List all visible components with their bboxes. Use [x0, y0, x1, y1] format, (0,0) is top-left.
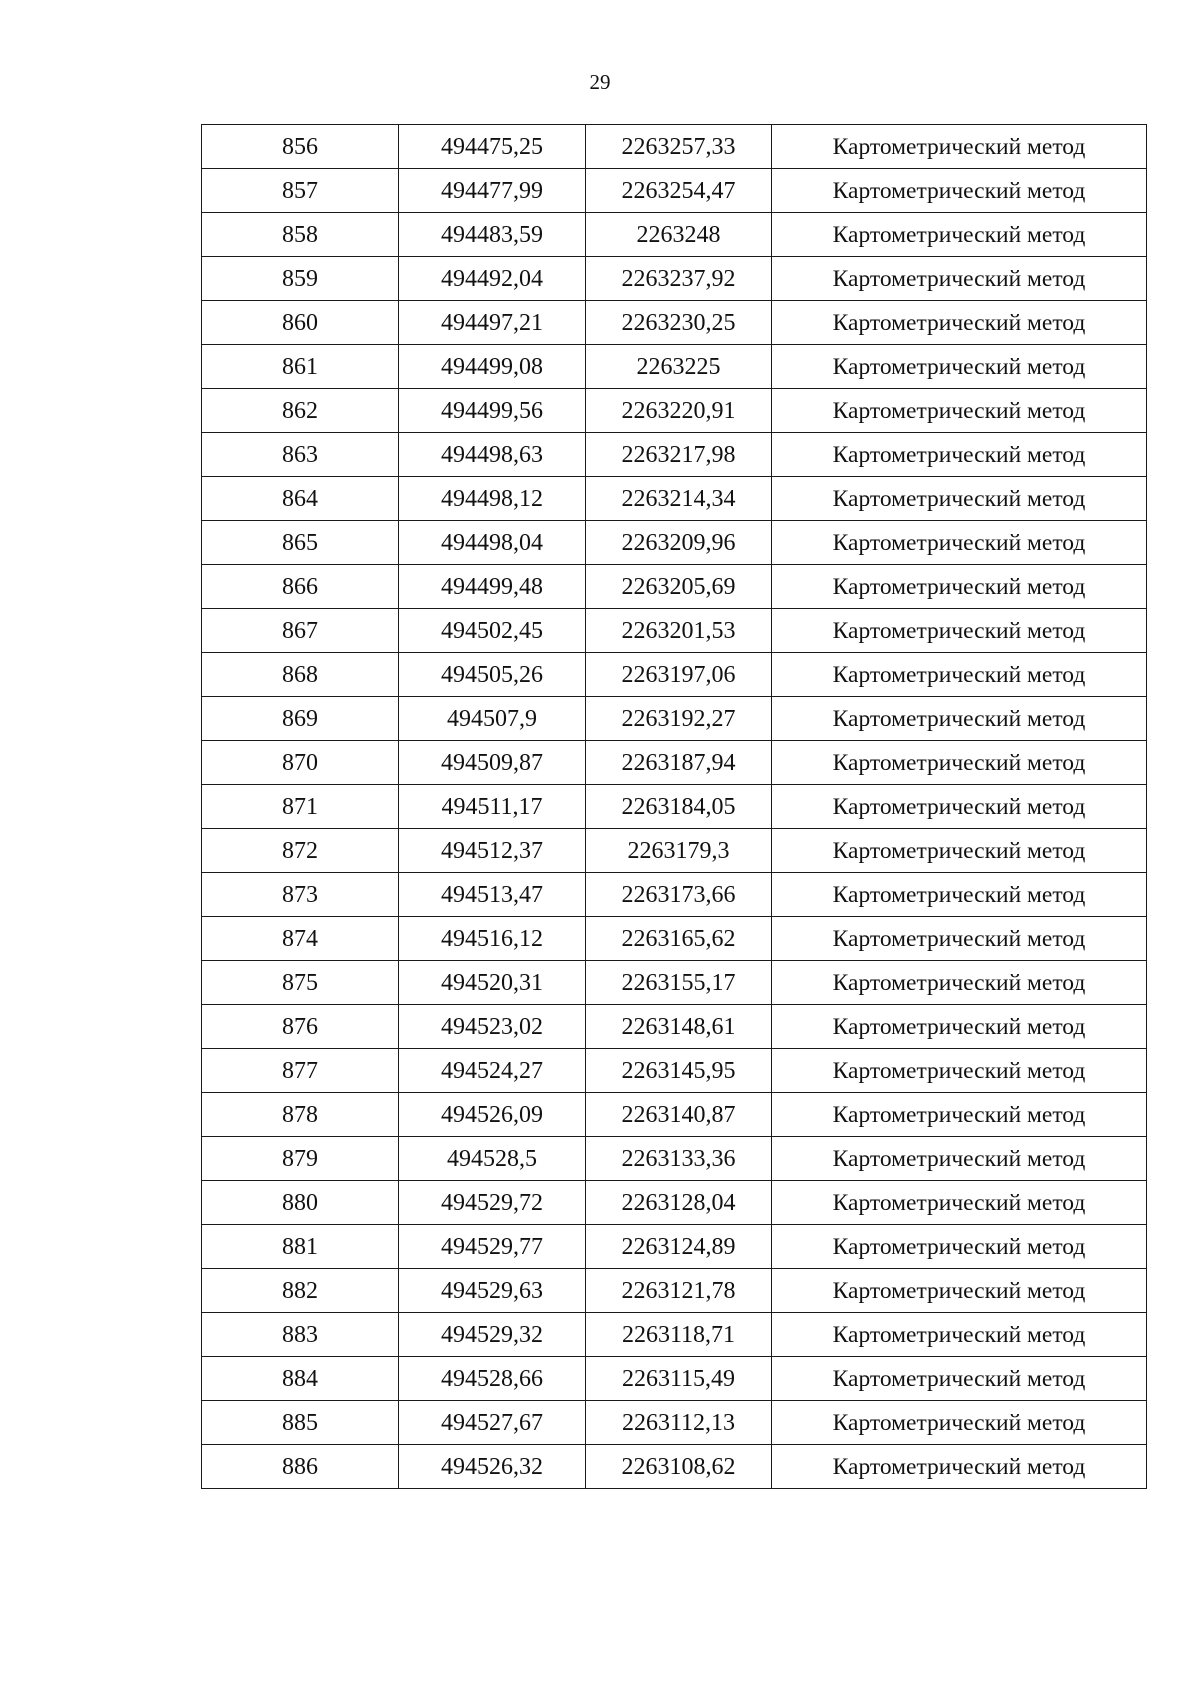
- x-coordinate-cell: 494513,47: [399, 873, 586, 917]
- x-coordinate-cell: 494502,45: [399, 609, 586, 653]
- x-coordinate-cell: 494509,87: [399, 741, 586, 785]
- y-coordinate-cell: 2263133,36: [586, 1137, 772, 1181]
- x-coordinate-cell: 494499,48: [399, 565, 586, 609]
- table-row: [202, 1005, 1147, 1049]
- x-coordinate-cell: 494498,04: [399, 521, 586, 565]
- x-coordinate-cell: 494523,02: [399, 1005, 586, 1049]
- method-cell: Картометрический метод: [772, 1225, 1147, 1269]
- point-number-cell: 883: [202, 1313, 399, 1357]
- table-row: [202, 741, 1147, 785]
- y-coordinate-cell: 2263145,95: [586, 1049, 772, 1093]
- method-cell: Картометрический метод: [772, 697, 1147, 741]
- x-coordinate-cell: 494516,12: [399, 917, 586, 961]
- method-cell: Картометрический метод: [772, 389, 1147, 433]
- table-row: [202, 1093, 1147, 1137]
- x-coordinate-cell: 494499,08: [399, 345, 586, 389]
- table-row: [202, 477, 1147, 521]
- point-number-cell: 886: [202, 1445, 399, 1489]
- table-row: [202, 1445, 1147, 1489]
- x-coordinate-cell: 494505,26: [399, 653, 586, 697]
- y-coordinate-cell: 2263217,98: [586, 433, 772, 477]
- point-number-cell: 862: [202, 389, 399, 433]
- table-row: [202, 1269, 1147, 1313]
- y-coordinate-cell: 2263108,62: [586, 1445, 772, 1489]
- point-number-cell: 871: [202, 785, 399, 829]
- table-row: [202, 609, 1147, 653]
- x-coordinate-cell: 494529,32: [399, 1313, 586, 1357]
- method-cell: Картометрический метод: [772, 1401, 1147, 1445]
- table-row: [202, 697, 1147, 741]
- x-coordinate-cell: 494507,9: [399, 697, 586, 741]
- y-coordinate-cell: 2263128,04: [586, 1181, 772, 1225]
- method-cell: Картометрический метод: [772, 345, 1147, 389]
- point-number-cell: 872: [202, 829, 399, 873]
- point-number-cell: 865: [202, 521, 399, 565]
- x-coordinate-cell: 494512,37: [399, 829, 586, 873]
- point-number-cell: 878: [202, 1093, 399, 1137]
- point-number-cell: 866: [202, 565, 399, 609]
- method-cell: Картометрический метод: [772, 829, 1147, 873]
- point-number-cell: 860: [202, 301, 399, 345]
- x-coordinate-cell: 494527,67: [399, 1401, 586, 1445]
- point-number-cell: 885: [202, 1401, 399, 1445]
- x-coordinate-cell: 494483,59: [399, 213, 586, 257]
- y-coordinate-cell: 2263187,94: [586, 741, 772, 785]
- table-row: [202, 169, 1147, 213]
- y-coordinate-cell: 2263192,27: [586, 697, 772, 741]
- y-coordinate-cell: 2263118,71: [586, 1313, 772, 1357]
- y-coordinate-cell: 2263121,78: [586, 1269, 772, 1313]
- y-coordinate-cell: 2263179,3: [586, 829, 772, 873]
- x-coordinate-cell: 494520,31: [399, 961, 586, 1005]
- table-row: [202, 345, 1147, 389]
- x-coordinate-cell: 494528,5: [399, 1137, 586, 1181]
- method-cell: Картометрический метод: [772, 1093, 1147, 1137]
- method-cell: Картометрический метод: [772, 1137, 1147, 1181]
- x-coordinate-cell: 494499,56: [399, 389, 586, 433]
- x-coordinate-cell: 494475,25: [399, 125, 586, 169]
- table-row: [202, 257, 1147, 301]
- table-row: [202, 653, 1147, 697]
- x-coordinate-cell: 494526,09: [399, 1093, 586, 1137]
- table-row: [202, 785, 1147, 829]
- x-coordinate-cell: 494529,77: [399, 1225, 586, 1269]
- point-number-cell: 881: [202, 1225, 399, 1269]
- method-cell: Картометрический метод: [772, 1357, 1147, 1401]
- method-cell: Картометрический метод: [772, 785, 1147, 829]
- point-number-cell: 876: [202, 1005, 399, 1049]
- x-coordinate-cell: 494492,04: [399, 257, 586, 301]
- method-cell: Картометрический метод: [772, 1269, 1147, 1313]
- method-cell: Картометрический метод: [772, 125, 1147, 169]
- method-cell: Картометрический метод: [772, 169, 1147, 213]
- method-cell: Картометрический метод: [772, 257, 1147, 301]
- table-row: [202, 1357, 1147, 1401]
- y-coordinate-cell: 2263201,53: [586, 609, 772, 653]
- x-coordinate-cell: 494498,63: [399, 433, 586, 477]
- method-cell: Картометрический метод: [772, 301, 1147, 345]
- method-cell: Картометрический метод: [772, 1049, 1147, 1093]
- table-row: [202, 1181, 1147, 1225]
- y-coordinate-cell: 2263254,47: [586, 169, 772, 213]
- table-row: [202, 125, 1147, 169]
- table-row: [202, 961, 1147, 1005]
- point-number-cell: 870: [202, 741, 399, 785]
- method-cell: Картометрический метод: [772, 1313, 1147, 1357]
- y-coordinate-cell: 2263209,96: [586, 521, 772, 565]
- x-coordinate-cell: 494529,63: [399, 1269, 586, 1313]
- method-cell: Картометрический метод: [772, 961, 1147, 1005]
- y-coordinate-cell: 2263112,13: [586, 1401, 772, 1445]
- y-coordinate-cell: 2263257,33: [586, 125, 772, 169]
- point-number-cell: 877: [202, 1049, 399, 1093]
- table-row: [202, 521, 1147, 565]
- y-coordinate-cell: 2263124,89: [586, 1225, 772, 1269]
- y-coordinate-cell: 2263248: [586, 213, 772, 257]
- y-coordinate-cell: 2263214,34: [586, 477, 772, 521]
- y-coordinate-cell: 2263225: [586, 345, 772, 389]
- table-row: [202, 1137, 1147, 1181]
- coordinates-table-body: [202, 125, 1147, 1489]
- table-row: [202, 1401, 1147, 1445]
- table-row: [202, 1313, 1147, 1357]
- coordinates-table: [201, 124, 1147, 1489]
- y-coordinate-cell: 2263184,05: [586, 785, 772, 829]
- y-coordinate-cell: 2263197,06: [586, 653, 772, 697]
- point-number-cell: 884: [202, 1357, 399, 1401]
- method-cell: Картометрический метод: [772, 653, 1147, 697]
- point-number-cell: 882: [202, 1269, 399, 1313]
- page-number: 29: [589, 70, 611, 94]
- point-number-cell: 859: [202, 257, 399, 301]
- y-coordinate-cell: 2263148,61: [586, 1005, 772, 1049]
- method-cell: Картометрический метод: [772, 609, 1147, 653]
- y-coordinate-cell: 2263237,92: [586, 257, 772, 301]
- point-number-cell: 880: [202, 1181, 399, 1225]
- method-cell: Картометрический метод: [772, 477, 1147, 521]
- y-coordinate-cell: 2263165,62: [586, 917, 772, 961]
- method-cell: Картометрический метод: [772, 1445, 1147, 1489]
- method-cell: Картометрический метод: [772, 917, 1147, 961]
- point-number-cell: 857: [202, 169, 399, 213]
- table-row: [202, 565, 1147, 609]
- method-cell: Картометрический метод: [772, 1181, 1147, 1225]
- method-cell: Картометрический метод: [772, 433, 1147, 477]
- table-row: [202, 301, 1147, 345]
- method-cell: Картометрический метод: [772, 213, 1147, 257]
- point-number-cell: 868: [202, 653, 399, 697]
- x-coordinate-cell: 494529,72: [399, 1181, 586, 1225]
- table-row: [202, 389, 1147, 433]
- x-coordinate-cell: 494497,21: [399, 301, 586, 345]
- x-coordinate-cell: 494526,32: [399, 1445, 586, 1489]
- table-row: [202, 1225, 1147, 1269]
- y-coordinate-cell: 2263220,91: [586, 389, 772, 433]
- x-coordinate-cell: 494528,66: [399, 1357, 586, 1401]
- point-number-cell: 875: [202, 961, 399, 1005]
- point-number-cell: 867: [202, 609, 399, 653]
- point-number-cell: 869: [202, 697, 399, 741]
- point-number-cell: 856: [202, 125, 399, 169]
- y-coordinate-cell: 2263155,17: [586, 961, 772, 1005]
- y-coordinate-cell: 2263140,87: [586, 1093, 772, 1137]
- point-number-cell: 873: [202, 873, 399, 917]
- method-cell: Картометрический метод: [772, 741, 1147, 785]
- point-number-cell: 874: [202, 917, 399, 961]
- table-row: [202, 1049, 1147, 1093]
- point-number-cell: 858: [202, 213, 399, 257]
- point-number-cell: 864: [202, 477, 399, 521]
- method-cell: Картометрический метод: [772, 565, 1147, 609]
- table-row: [202, 433, 1147, 477]
- x-coordinate-cell: 494511,17: [399, 785, 586, 829]
- x-coordinate-cell: 494477,99: [399, 169, 586, 213]
- point-number-cell: 863: [202, 433, 399, 477]
- y-coordinate-cell: 2263173,66: [586, 873, 772, 917]
- table-row: [202, 829, 1147, 873]
- x-coordinate-cell: 494498,12: [399, 477, 586, 521]
- method-cell: Картометрический метод: [772, 873, 1147, 917]
- table-row: [202, 213, 1147, 257]
- table-row: [202, 917, 1147, 961]
- x-coordinate-cell: 494524,27: [399, 1049, 586, 1093]
- y-coordinate-cell: 2263230,25: [586, 301, 772, 345]
- table-row: [202, 873, 1147, 917]
- method-cell: Картометрический метод: [772, 521, 1147, 565]
- y-coordinate-cell: 2263115,49: [586, 1357, 772, 1401]
- point-number-cell: 879: [202, 1137, 399, 1181]
- method-cell: Картометрический метод: [772, 1005, 1147, 1049]
- y-coordinate-cell: 2263205,69: [586, 565, 772, 609]
- point-number-cell: 861: [202, 345, 399, 389]
